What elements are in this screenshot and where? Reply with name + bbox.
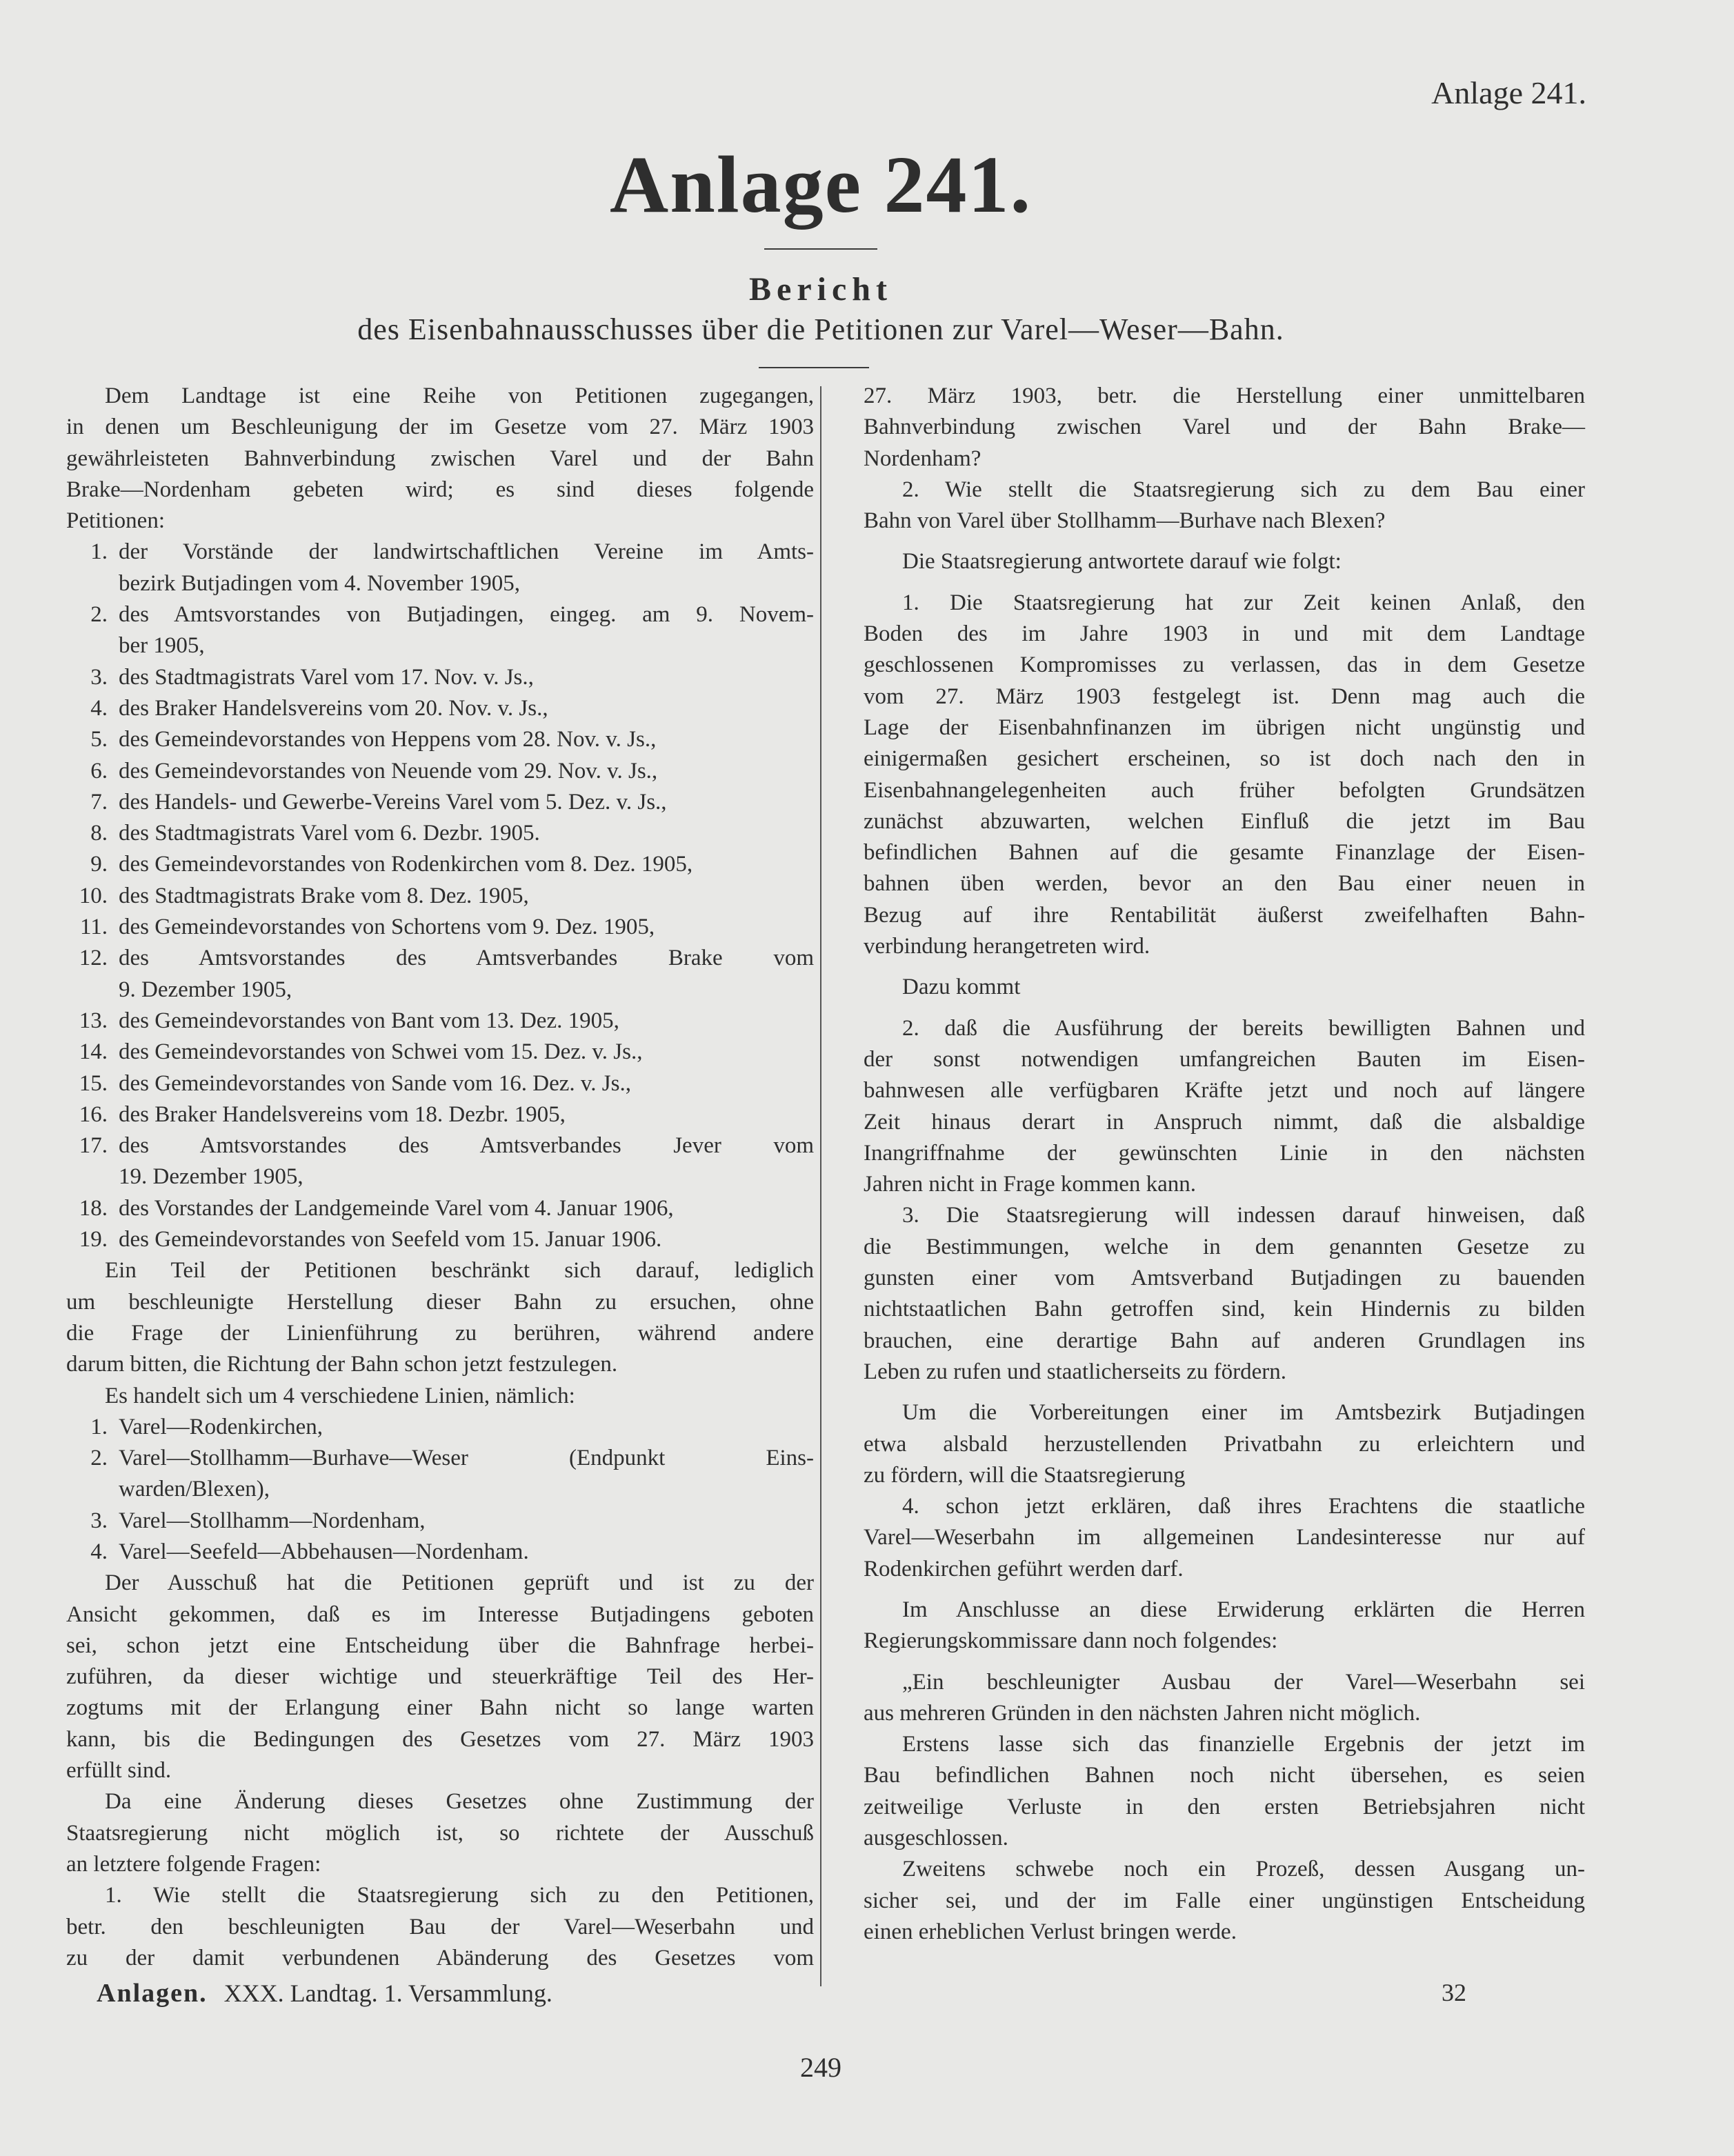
list-item [66, 943, 814, 1006]
text-line: der sonst notwendigen umfangreichen Bauten im Eisen- [864, 1046, 1585, 1072]
text-line: Brake—Nordenham gebeten wird; es sind dieses folgende [66, 477, 814, 502]
list-item [66, 1130, 814, 1193]
list-number: 7. [90, 789, 108, 815]
list-item [66, 599, 814, 662]
text-line: einigermaßen gesichert erscheinen, so ist doch nach den in [864, 746, 1585, 772]
list-number: 6. [90, 758, 108, 783]
list-number: 9. [90, 852, 108, 877]
text-line: Bezug auf ihre Rentabilität äußerst zweifelhaften Bahn- [864, 902, 1585, 928]
paragraph [66, 1880, 814, 1974]
report-title: Bericht [749, 271, 893, 308]
list-number: 11. [79, 915, 108, 940]
page-title: Anlage 241. [610, 139, 1032, 230]
list-item [66, 1224, 814, 1255]
text-line: um beschleunigte Herstellung dieser Bahn zu ersuchen, ohne [66, 1289, 814, 1315]
text-line: einen erheblichen Verlust bringen werde. [864, 1919, 1237, 1944]
text-line: Lage der Eisenbahnfinanzen im übrigen nicht ungünstig und [864, 715, 1585, 740]
text-line: Varel—Stollhamm—Burhave—Weser (Endpunkt Eins- [119, 1446, 814, 1471]
list-number: 13. [79, 1008, 108, 1033]
title-divider [764, 248, 877, 250]
text-line: Zeit hinaus derart in Anspruch nimmt, daß die alsbaldige [864, 1109, 1585, 1135]
text-line: zu der damit verbundenen Abänderung des Gesetzes vom [66, 1945, 814, 1970]
text-line: Der Ausschuß hat die Petitionen geprüft und ist zu der [105, 1570, 814, 1596]
text-line: Es handelt sich um 4 verschiedene Linien, nämlich: [105, 1383, 575, 1408]
list-item [66, 787, 814, 818]
list-item [66, 1037, 814, 1068]
text-line: 1. Die Staatsregierung hat zur Zeit keinen Anlaß, den [902, 590, 1585, 615]
paragraph [864, 1200, 1585, 1388]
report-subtitle: des Eisenbahnausschusses über die Petitionen zur Varel—Weser—Bahn. [357, 312, 1284, 346]
running-head: Anlage 241. [1431, 75, 1586, 110]
list-number: 3. [90, 1508, 108, 1533]
text-line: des Gemeindevorstandes von Sande vom 16. Dez. v. Js., [119, 1070, 631, 1096]
text-line: 19. Dezember 1905, [119, 1164, 303, 1190]
text-line: des Gemeindevorstandes von Schwei vom 15. Dez. v. Js., [119, 1039, 643, 1065]
text-line: die Bestimmungen, welche in dem genannten Gesetze zu [864, 1234, 1585, 1259]
text-line: warden/Blexen), [119, 1477, 270, 1502]
text-line: kann, bis die Bedingungen des Gesetzes vom 27. März 1903 [66, 1726, 814, 1752]
text-line: Staatsregierung nicht möglich ist, so richtete der Ausschuß [66, 1820, 814, 1846]
list-number: 1. [90, 1414, 108, 1439]
text-line: erfüllt sind. [66, 1758, 172, 1784]
paragraph [864, 1397, 1585, 1491]
text-line: Varel—Weserbahn im allgemeinen Landesinteresse nur auf [864, 1525, 1585, 1550]
text-line: der Vorstände der landwirtschaftlichen Vereine im Amts- [119, 539, 814, 565]
list-item [66, 1193, 814, 1224]
list-number: 1. [90, 539, 108, 565]
sheet-mark: 32 [1442, 1979, 1466, 2006]
list-number: 2. [90, 1446, 108, 1471]
text-line: an letztere folgende Fragen: [66, 1851, 321, 1877]
list-number: 19. [79, 1227, 108, 1252]
text-line: vom 27. März 1903 festgelegt ist. Denn mag auch die [864, 683, 1585, 709]
text-line: 1. Wie stellt die Staatsregierung sich zu den Petitionen, [105, 1883, 814, 1908]
paragraph [864, 972, 1585, 1003]
list-item [66, 693, 814, 724]
text-line: betr. den beschleunigten Bau der Varel—Weserbahn und [66, 1914, 814, 1939]
paragraph [864, 1595, 1585, 1657]
paragraph [864, 588, 1585, 963]
text-line: Petitionen: [66, 508, 165, 534]
text-line: des Braker Handelsvereins vom 20. Nov. v. Js., [119, 695, 548, 721]
text-line: des Gemeindevorstandes von Heppens vom 28. Nov. v. Js., [119, 727, 657, 752]
text-line: „Ein beschleunigter Ausbau der Varel—Weserbahn sei [902, 1669, 1585, 1695]
text-line: gunsten einer vom Amtsverband Butjadingen zu bauenden [864, 1266, 1585, 1291]
list-item [66, 1006, 814, 1037]
text-line: des Gemeindevorstandes von Seefeld vom 15. Januar 1906. [119, 1227, 662, 1252]
footer-imprint [97, 1978, 552, 2008]
text-line: Bahnverbindung zwischen Varel und der Bahn Brake— [864, 415, 1585, 440]
text-line: Varel—Stollhamm—Nordenham, [119, 1508, 426, 1533]
paragraph [864, 475, 1585, 537]
list-number: 5. [90, 727, 108, 752]
list-number: 10. [79, 883, 108, 908]
text-line: Ansicht gekommen, daß es im Interesse Butjadingens geboten [66, 1601, 814, 1627]
text-line: Eisenbahnangelegenheiten auch früher befolgten Grundsätzen [864, 777, 1585, 803]
text-line: Bahn von Varel über Stollhamm—Burhave nach Blexen? [864, 508, 1386, 534]
text-line: Leben zu rufen und staatlicherseits zu fördern. [864, 1359, 1286, 1384]
text-line: nichtstaatlichen Bahn getroffen sind, kein Hindernis zu bilden [864, 1297, 1585, 1322]
text-line: des Amtsvorstandes des Amtsverbandes Jever vom [119, 1133, 814, 1159]
paragraph [864, 546, 1585, 577]
text-line: geschlossenen Kompromisses zu verlassen, das in dem Gesetze [864, 652, 1585, 678]
text-line: des Braker Handelsvereins vom 18. Dezbr. 1905, [119, 1101, 566, 1127]
text-line: Die Staatsregierung antwortete darauf wie folgt: [902, 549, 1342, 575]
list-item [66, 912, 814, 943]
text-line: bezirk Butjadingen vom 4. November 1905, [119, 570, 520, 596]
text-line: sei, schon jetzt eine Entscheidung über die Bahnfrage herbei- [66, 1633, 814, 1658]
text-line: Nordenham? [864, 446, 981, 471]
text-line: des Handels- und Gewerbe-Vereins Varel vom 5. Dez. v. Js., [119, 789, 667, 815]
text-line: bahnwesen alle verfügbaren Kräfte jetzt und noch auf längere [864, 1078, 1585, 1104]
list-number: 16. [79, 1101, 108, 1127]
list-item [66, 849, 814, 880]
list-number: 8. [90, 821, 108, 846]
text-line: Boden des im Jahre 1903 in und mit dem Landtage [864, 621, 1585, 647]
text-line: brauchen, eine derartige Bahn auf anderen Grundlagen ins [864, 1328, 1585, 1353]
paragraph [864, 1491, 1585, 1585]
list-item [66, 1506, 814, 1537]
list-number: 18. [79, 1195, 108, 1221]
column-divider [820, 386, 821, 1986]
text-line: Um die Vorbereitungen einer im Amtsbezirk Butjadingen [902, 1400, 1585, 1426]
text-line: des Amtsvorstandes von Butjadingen, eingeg. am 9. Novem- [119, 602, 814, 628]
text-line: Dem Landtage ist eine Reihe von Petitionen zugegangen, [105, 383, 814, 408]
text-line: Erstens lasse sich das finanzielle Ergebnis der jetzt im [902, 1732, 1585, 1757]
text-line: zu fördern, will die Staatsregierung [864, 1462, 1186, 1488]
text-line: sicher sei, und der im Falle einer ungünstigen Entscheidung [864, 1888, 1585, 1913]
paragraph [864, 1667, 1585, 1730]
list-item [66, 1099, 814, 1130]
text-line: die Frage der Linienführung zu berühren, während andere [66, 1320, 814, 1346]
text-line: des Gemeindevorstandes von Neuende vom 29. Nov. v. Js., [119, 758, 658, 783]
paragraph [66, 381, 814, 537]
list-number: 4. [90, 1539, 108, 1564]
right-column [864, 381, 1585, 1948]
text-line: 2. Wie stellt die Staatsregierung sich zu dem Bau einer [902, 477, 1585, 502]
text-line: Da eine Änderung dieses Gesetzes ohne Zustimmung der [105, 1789, 814, 1815]
text-line: des Gemeindevorstandes von Schortens vom 9. Dez. 1905, [119, 915, 655, 940]
text-line: Varel—Seefeld—Abbehausen—Nordenham. [119, 1539, 529, 1564]
text-line: Zweitens schwebe noch ein Prozeß, dessen Ausgang un- [902, 1857, 1585, 1882]
text-line: Bau befindlichen Bahnen noch nicht übersehen, es seien [864, 1763, 1585, 1788]
paragraph [66, 1786, 814, 1880]
text-line: 2. daß die Ausführung der bereits bewilligten Bahnen und [902, 1015, 1585, 1041]
list-number: 2. [90, 602, 108, 628]
text-line: gewährleisteten Bahnverbindung zwischen Varel und der Bahn [66, 446, 814, 471]
paragraph [864, 1729, 1585, 1854]
paragraph [864, 381, 1585, 475]
text-line: zeitweilige Verluste in den ersten Betriebsjahren nicht [864, 1794, 1585, 1819]
list-item [66, 1068, 814, 1099]
text-line: ausgeschlossen. [864, 1826, 1008, 1851]
text-line: Jahren nicht in Frage kommen kann. [864, 1172, 1197, 1197]
text-line: Varel—Rodenkirchen, [119, 1414, 323, 1439]
text-line: verbindung herangetreten wird. [864, 934, 1150, 959]
text-line: Ein Teil der Petitionen beschränkt sich darauf, lediglich [105, 1258, 814, 1284]
list-item [66, 818, 814, 849]
paragraph [66, 1568, 814, 1786]
paragraph [66, 1255, 814, 1380]
left-column [66, 381, 814, 1974]
text-line: 3. Die Staatsregierung will indessen darauf hinweisen, daß [902, 1203, 1585, 1228]
list-item [66, 1537, 814, 1568]
text-line: des Stadtmagistrats Varel vom 17. Nov. v. Js., [119, 664, 534, 690]
text-line: des Stadtmagistrats Varel vom 6. Dezbr. 1905. [119, 821, 540, 846]
text-line: in denen um Beschleunigung der im Gesetze vom 27. März 1903 [66, 415, 814, 440]
list-number: 12. [79, 946, 108, 971]
text-line: zuführen, da dieser wichtige und steuerkräftige Teil des Her- [66, 1664, 814, 1690]
text-line: Inangriffnahme der gewünschten Linie in den nächsten [864, 1140, 1585, 1166]
text-line: des Vorstandes der Landgemeinde Varel vom 4. Januar 1906, [119, 1195, 674, 1221]
subtitle-divider [759, 367, 869, 368]
text-line: zunächst abzuwarten, welchen Einfluß die jetzt im Bau [864, 808, 1585, 834]
footer-series: Anlagen. [97, 1979, 208, 2008]
list-number: 4. [90, 695, 108, 721]
text-line: ber 1905, [119, 633, 205, 659]
list-item [66, 537, 814, 599]
list-number: 17. [79, 1133, 108, 1159]
text-line: aus mehreren Gründen in den nächsten Jahren nicht möglich. [864, 1700, 1421, 1726]
text-line: des Gemeindevorstandes von Bant vom 13. Dez. 1905, [119, 1008, 619, 1033]
list-item [66, 1412, 814, 1443]
list-item [66, 756, 814, 787]
text-line: 27. März 1903, betr. die Herstellung einer unmittelbaren [864, 383, 1585, 408]
list-item [66, 881, 814, 912]
text-line: etwa alsbald herzustellenden Privatbahn zu erleichtern und [864, 1431, 1585, 1457]
text-line: des Gemeindevorstandes von Rodenkirchen vom 8. Dez. 1905, [119, 852, 693, 877]
list-item [66, 1443, 814, 1506]
text-line: Regierungskommissare dann noch folgendes: [864, 1628, 1278, 1654]
text-line: befindlichen Bahnen auf die gesamte Finanzlage der Eisen- [864, 840, 1585, 866]
text-line: des Amtsvorstandes des Amtsverbandes Brake vom [119, 946, 814, 971]
text-line: Im Anschlusse an diese Erwiderung erklärten die Herren [902, 1597, 1585, 1622]
text-line: Rodenkirchen geführt werden darf. [864, 1556, 1184, 1581]
list-number: 3. [90, 664, 108, 690]
footer-session: XXX. Landtag. 1. Versammlung. [223, 1979, 552, 2007]
text-line: 4. schon jetzt erklären, daß ihres Erachtens die staatliche [902, 1494, 1585, 1519]
paragraph [864, 1854, 1585, 1948]
text-line: des Stadtmagistrats Brake vom 8. Dez. 1905, [119, 883, 529, 908]
list-item [66, 662, 814, 693]
list-number: 15. [79, 1070, 108, 1096]
list-item [66, 724, 814, 755]
text-line: zogtums mit der Erlangung einer Bahn nicht so lange warten [66, 1695, 814, 1721]
list-number: 14. [79, 1039, 108, 1065]
page-number: 249 [800, 2052, 841, 2083]
text-line: darum bitten, die Richtung der Bahn schon jetzt festzulegen. [66, 1352, 618, 1377]
paragraph [66, 1381, 814, 1412]
text-line: bahnen üben werden, bevor an den Bau einer neuen in [864, 871, 1585, 897]
text-line: 9. Dezember 1905, [119, 977, 292, 1002]
text-line: Dazu kommt [902, 975, 1021, 1000]
paragraph [864, 1013, 1585, 1201]
